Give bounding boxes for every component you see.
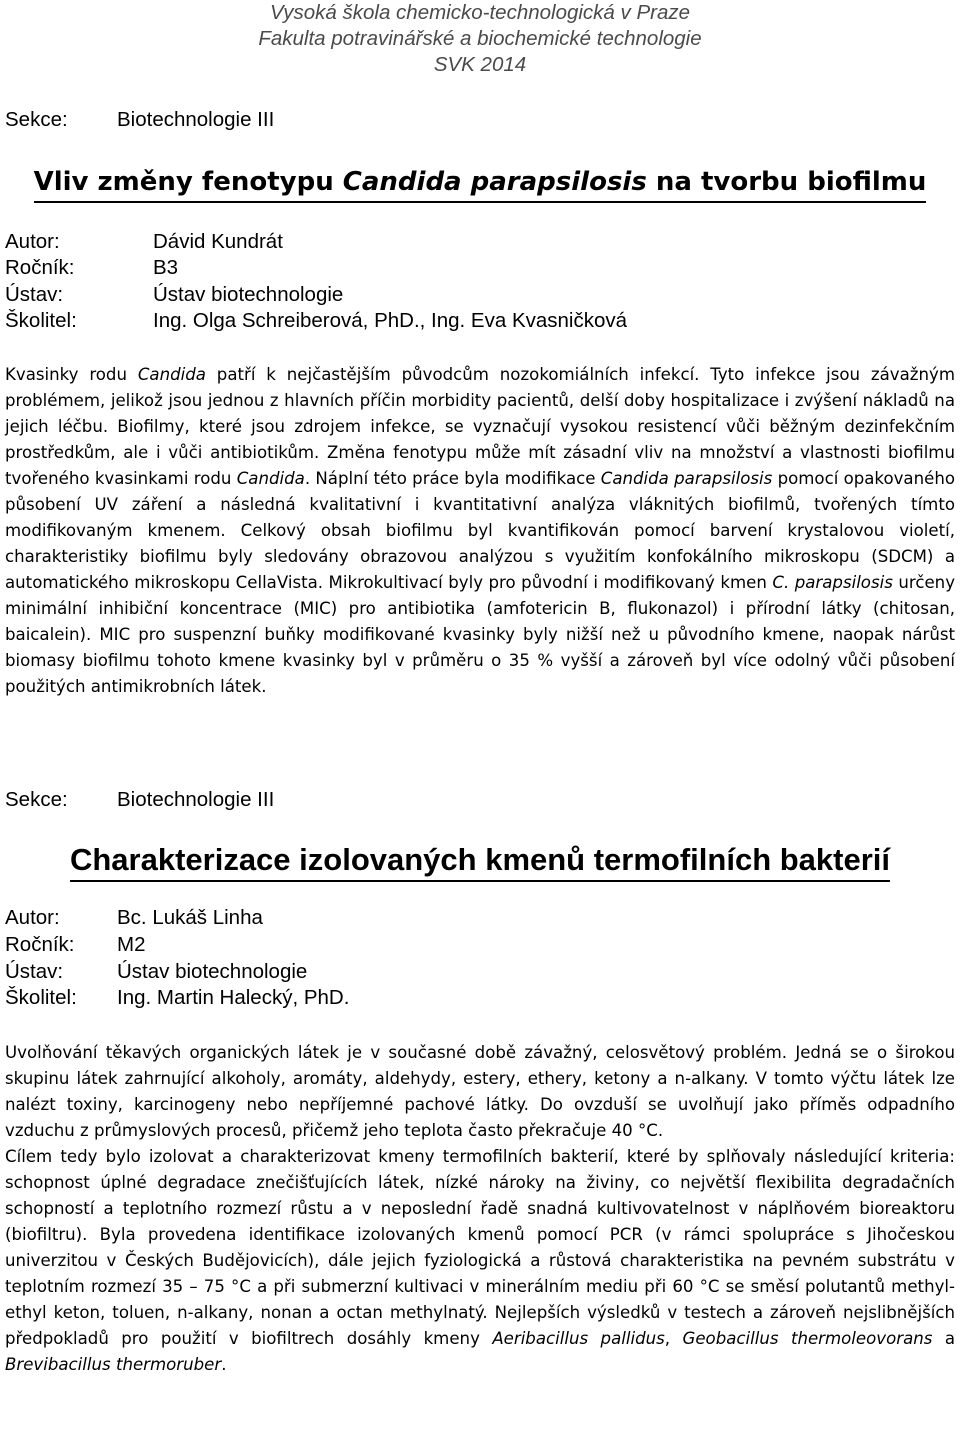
text-run: pomocí opakovaného působení UV záření a následná kvalitativní i kvantitativní analýza vláknitých biofilmů, tvořených tímto modifikovaným kmenem. Celkový obsah biofilmu byl kvantifikován pomocí barvení krystalovou violetí, charakteristiky biofilmu byly sledovány obrazovou analýzou s využitím konfokálního mikroskopu (SDCM) a automatického mikroskopu CellaVista. Mikrokultivací byly pro původní i modifikovaný kmen (5, 469, 955, 592)
italic-term: Brevibacillus thermoruber (5, 1355, 222, 1374)
year-label-2: Ročník: (5, 933, 75, 956)
italic-term: Geobacillus thermoleovorans (682, 1329, 933, 1348)
text-run: Kvasinky rodu (5, 365, 138, 384)
text-run: určeny minimální inhibiční koncentrace (MIC) pro antibiotika (amfotericin B, flukonazol) i přírodní látky (chitosan, baicalein). MIC pro suspenzní buňky modifikované kvasinky byly nižší než u původního kmene, naopak nárůst biomasy biofilmu tohoto kmene kvasinky byl v průměru o 35 % vyšší a zároveň byl více odolný vůči působení použitých antimikrobních látek. (5, 573, 956, 696)
header-event: SVK 2014 (433, 53, 527, 76)
text-run: Uvolňování těkavých organických látek je v současné době závažný, celosvětový problém. Jedná se o širokou skupinu látek zahrnující alkoholy, aromáty, aldehydy, estery, ethery, ketony a n-alkany. V tomto výčtu látek lze nalézt toxiny, karcinogeny nebo nepříjemné pachové látky. Do ovzduší se uvolňují jako příměs odpadního vzduchu z průmyslových procesů, přičemž jeho teplota často překračuje 40 °C. (5, 1043, 955, 1140)
department-value-2: Ústav biotechnologie (117, 960, 308, 983)
italic-term: Candida parapsilosis (600, 469, 773, 488)
text-run: a (932, 1329, 955, 1348)
conference-header (0, 0, 960, 78)
abstract-title-2 (0, 838, 960, 882)
abstract-paragraph (5, 362, 955, 700)
supervisor-label-2: Školitel: (5, 986, 77, 1009)
supervisor-value-2: Ing. Martin Halecký, PhD. (117, 986, 350, 1009)
department-label-2: Ústav: (5, 960, 64, 983)
author-value-2: Bc. Lukáš Linha (117, 906, 263, 929)
text-run: patří k nejčastějším původcům nozokomiálních infekcí. Tyto infekce jsou závažným problémem, jelikož jsou jednou z hlavních příčin morbidity pacientů, delší doby hospitalizace i zvýšení nákladů na jejich léčbu. Biofilmy, které jsou zdrojem infekce, se vyznačují vysokou resistencí vůči běžným dezinfekčním prostředkům, ale i vůči antibiotikům. Změna fenotypu může mít zásadní vliv na množství a vlastnosti biofilmu tvořeného kvasinkami rodu (5, 365, 955, 488)
title-underline-2: Charakterizace izolovaných kmenů termofilních bakterií (70, 840, 890, 882)
department-label: Ústav: (5, 283, 64, 306)
abstract-paragraph-2 (5, 1144, 955, 1378)
italic-term: C. parapsilosis (772, 573, 893, 592)
italic-term: Aeribacillus pallidus (492, 1329, 665, 1348)
abstract-text-2 (5, 1040, 955, 1378)
section-label: Sekce: (5, 108, 68, 131)
title-underline: Vliv změny fenotypu Candida parapsilosis na tvorbu biofilmu (34, 163, 927, 203)
section-value-2: Biotechnologie III (117, 788, 275, 811)
text-run: . (221, 1355, 227, 1374)
italic-term: Candida (236, 469, 305, 488)
title-species: Candida parapsilosis (342, 167, 647, 197)
year-value: B3 (153, 256, 179, 279)
text-run: . Náplní této práce byla modifikace (304, 469, 601, 488)
header-faculty: Fakulta potravinářské a biochemické technologie (258, 27, 702, 50)
section-label-2: Sekce: (5, 788, 68, 811)
author-label-2: Autor: (5, 906, 60, 929)
abstract-title (0, 160, 960, 204)
section-value: Biotechnologie III (117, 108, 275, 131)
supervisor-label: Školitel: (5, 309, 77, 332)
year-label: Ročník: (5, 256, 75, 279)
department-value: Ústav biotechnologie (153, 283, 344, 306)
abstract-text (5, 362, 955, 700)
text-run: Cílem tedy bylo izolovat a charakterizovat kmeny termofilních bakterií, které by splňovaly následující kriteria: schopnost úplné degradace znečišťujících látek, nízké nároky na živiny, co největší flexibilita degradačních schopností a teplotního rozmezí růstu a v neposlední řadě snadná kultivovatelnost v náplňovém bioreaktoru (biofiltru). Byla provedena identifikace izolovaných kmenů pomocí PCR (v rámci spolupráce s Jihočeskou univerzitou v Českých Budějovicích), dále jejich fyziologická a růstová charakteristika na pevném substrátu v teplotním rozmezí 35 – 75 °C a při submerzní kultivaci v minerálním mediu při 60 °C se směsí polutantů methyl-ethyl keton, toluen, n-alkany, nonan a octan methylnatý. Nejlepších výsledků v testech a zároveň nejslibnějších předpokladů pro použití v biofiltrech dosáhly kmeny (5, 1147, 955, 1348)
author-label: Autor: (5, 230, 60, 253)
abstract-paragraph-1 (5, 1040, 955, 1144)
author-value: Dávid Kundrát (153, 230, 283, 253)
supervisor-value: Ing. Olga Schreiberová, PhD., Ing. Eva Kvasničková (153, 309, 628, 332)
year-value-2: M2 (117, 933, 146, 956)
header-university: Vysoká škola chemicko-technologická v Praze (269, 1, 691, 24)
italic-term: Candida (137, 365, 206, 384)
text-run: , (664, 1329, 683, 1348)
